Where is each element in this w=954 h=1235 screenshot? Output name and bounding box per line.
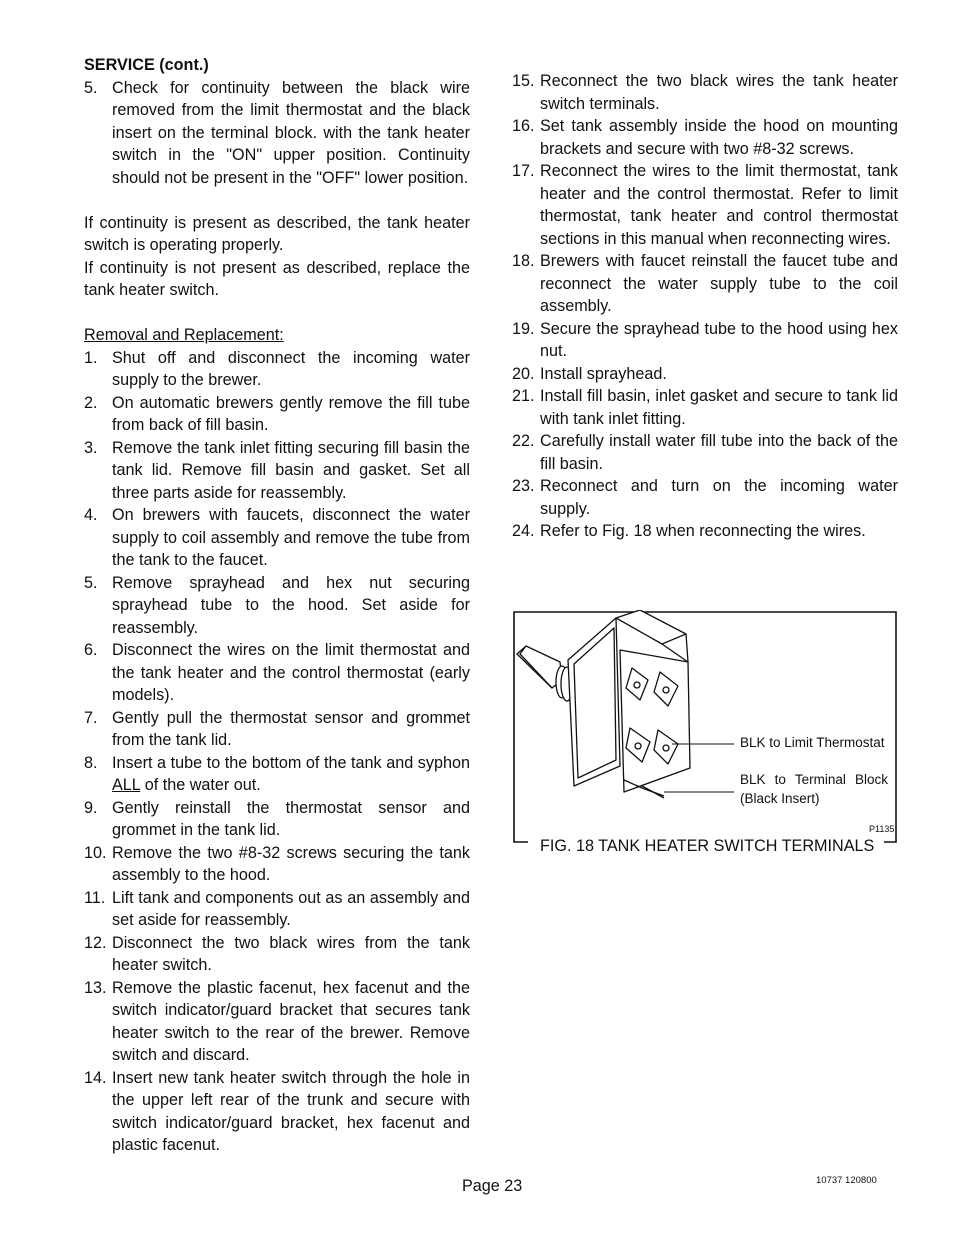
toggle-switch-drawing — [517, 610, 690, 798]
step-text: Check for continuity between the black wire removed from the limit thermostat and the black insert on the terminal block. with the tank heater switch in the "ON" upper position. Continuity should not be present in the "OFF" lower position. — [112, 78, 470, 187]
document-code: 10737 120800 — [816, 1175, 877, 1186]
list-item: 13. Remove the plastic facenut, hex facenut and the switch indicator/guard bracket that secures tank heater switch to the rear of the brewer. Remove switch and discard. — [84, 978, 470, 1064]
figure-code: P1135 — [869, 824, 895, 834]
list-item: 5. Remove sprayhead and hex nut securing sprayhead tube to the hood. Set aside for reassembly. — [84, 573, 470, 637]
list-item: 22. Carefully install water fill tube into the back of the fill basin. — [512, 432, 898, 473]
figure-caption: FIG. 18 TANK HEATER SWITCH TERMINALS — [540, 837, 880, 856]
list-item: 23. Reconnect and turn on the incoming water supply. — [512, 477, 898, 518]
callout-terminal-block: BLK to Terminal Block (Black Insert) — [740, 772, 888, 806]
switch-terminal-figure — [512, 610, 898, 848]
list-item: 14. Insert new tank heater switch through the hole in the upper left rear of the trunk and secure with switch indicator/guard bracket, hex facenut and plastic facenut. — [84, 1068, 470, 1154]
list-item: 7. Gently pull the thermostat sensor and grommet from the tank lid. — [84, 708, 470, 749]
list-item: 12. Disconnect the two black wires from the tank heater switch. — [84, 933, 470, 974]
list-item: 4. On brewers with faucets, disconnect the water supply to coil assembly and remove the tube from the tank to the faucet. — [84, 506, 470, 569]
callout-limit-thermostat: BLK to Limit Thermostat — [740, 735, 885, 750]
list-item: 24. Refer to Fig. 18 when reconnecting the wires. — [512, 522, 866, 540]
left-column — [84, 54, 470, 1157]
list-item: 3. Remove the tank inlet fitting securing fill basin the tank lid. Remove fill basin and gasket. Set all three parts aside for reassembly. — [84, 438, 470, 502]
list-item: 1. Shut off and disconnect the incoming water supply to the brewer. — [84, 348, 470, 389]
step-number: 5. — [84, 78, 98, 97]
list-item: 17. Reconnect the wires to the limit thermostat, tank heater and the control thermostat. Refer to limit thermostat, tank heater and control thermostat sections in this manual when reconnecting wires. — [512, 162, 898, 248]
list-item: 9. Gently reinstall the thermostat sensor and grommet in the tank lid. — [84, 798, 470, 839]
check-step-5 — [84, 77, 470, 190]
list-item: 10. Remove the two #8-32 screws securing the tank assembly to the hood. — [84, 843, 470, 884]
list-item: 11. Lift tank and components out as an assembly and set aside for reassembly. — [84, 888, 470, 929]
list-item: 21. Install fill basin, inlet gasket and secure to tank lid with tank inlet fitting. — [512, 387, 898, 428]
page-number: Page 23 — [462, 1177, 523, 1195]
section-heading: SERVICE (cont.) — [84, 56, 209, 74]
list-item: 15. Reconnect the two black wires the tank heater switch terminals. — [512, 72, 898, 113]
list-item: 2. On automatic brewers gently remove the fill tube from back of fill basin. — [84, 393, 470, 434]
list-item: 20. Install sprayhead. — [512, 364, 667, 383]
paragraph-continuity-absent: If continuity is not present as described, replace the tank heater switch. — [84, 258, 470, 299]
list-item: 16. Set tank assembly inside the hood on mounting brackets and secure with two #8-32 screws. — [512, 117, 898, 158]
list-item: 8. Insert a tube to the bottom of the tank and syphon ALL of the water out. — [84, 753, 470, 794]
paragraph-continuity-present: If continuity is present as described, the tank heater switch is operating properly. — [84, 213, 470, 254]
list-item: 19. Secure the sprayhead tube to the hood using hex nut. — [512, 319, 898, 360]
list-item: 6. Disconnect the wires on the limit thermostat and the tank heater and the control thermostat (early models). — [84, 641, 470, 704]
right-column — [512, 70, 898, 543]
removal-heading: Removal and Replacement: — [84, 326, 284, 344]
list-item: 18. Brewers with faucet reinstall the faucet tube and reconnect the water supply tube to the coil assembly. — [512, 252, 898, 315]
